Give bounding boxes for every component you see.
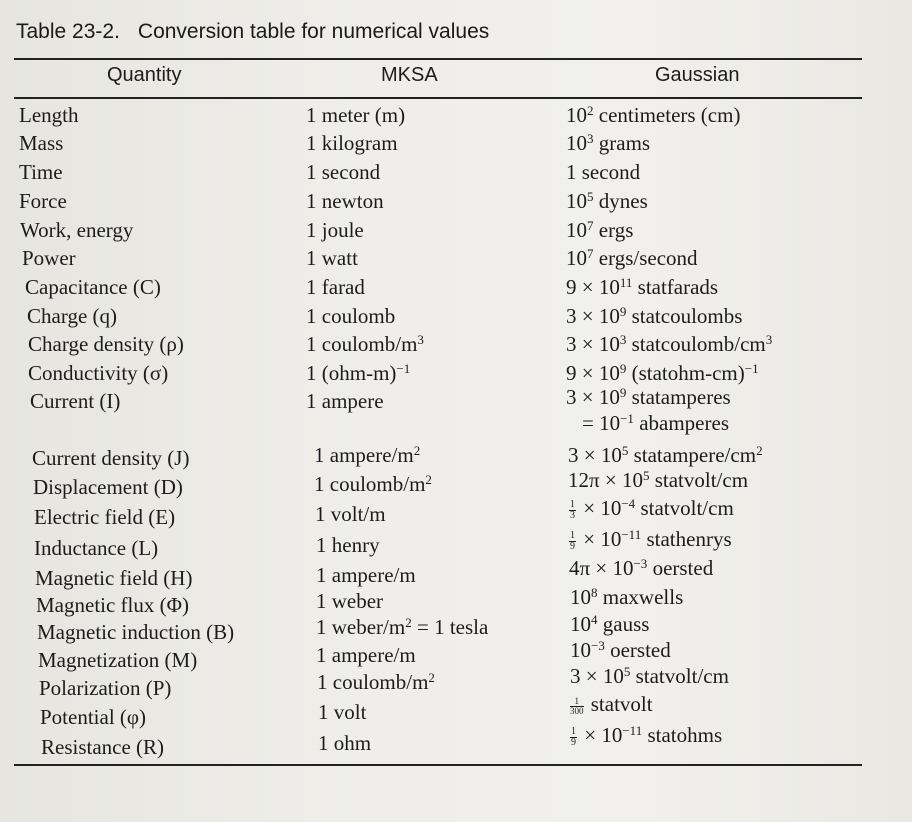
- table-row: [39, 676, 171, 701]
- mksa-cell: 1 coulomb/$m^3$: [306, 331, 424, 356]
- table-row: [40, 705, 146, 730]
- gaussian-cell: $\frac{1}{3}$ × $10^{-4}$ statvolt/cm: [570, 495, 734, 521]
- mksa-cell: 1 weber: [316, 589, 384, 613]
- table-row: [41, 735, 164, 760]
- mksa-cell: 1 watt: [306, 246, 358, 270]
- gaussian-cell-continuation: = $10^{-1}$ abamperes: [582, 410, 729, 435]
- table-row: [27, 304, 117, 329]
- gaussian-cell: $4\pi \times 10^{-3}$ oersted: [569, 555, 714, 580]
- gaussian-cell: $\frac{1}{300}$ statvolt: [570, 692, 653, 716]
- table-row: [19, 189, 67, 214]
- quantity-cell: Time: [19, 160, 63, 184]
- gaussian-cell: $9 \times 10^9$ (statohm-cm)$^{-1}$: [566, 360, 759, 385]
- mksa-cell: 1 farad: [306, 275, 365, 299]
- header-rule: [14, 97, 862, 99]
- table-row: [25, 275, 161, 300]
- quantity-cell: Mass: [19, 131, 64, 155]
- quantity-cell: Force: [19, 189, 67, 213]
- mksa-cell: 1 coulomb: [306, 304, 396, 328]
- gaussian-cell: $10^5$ dynes: [566, 188, 648, 213]
- table-row: [37, 620, 234, 645]
- table-caption: [16, 20, 489, 44]
- mksa-cell: 1 ampere/m: [316, 563, 416, 587]
- table-row: [33, 475, 183, 500]
- quantity-cell: Inductance (L): [34, 536, 159, 560]
- top-rule: [14, 58, 862, 60]
- mksa-cell: 1 joule: [306, 218, 364, 242]
- quantity-cell: Current (I): [30, 389, 121, 413]
- gaussian-cell: $10^{-3}$ oersted: [570, 637, 671, 662]
- mksa-cell: 1 ohm: [318, 731, 372, 755]
- gaussian-cell: $12\pi \times 10^5$ statvolt/cm: [568, 467, 749, 492]
- gaussian-cell: 1 second: [566, 160, 641, 184]
- quantity-cell: Magnetic induction (B): [37, 620, 235, 644]
- mksa-cell: 1 ampere/$m^2$: [314, 442, 421, 467]
- mksa-cell: 1 coulomb/$m^2$: [314, 471, 432, 496]
- table-row: [28, 332, 184, 357]
- mksa-cell: 1 volt/m: [315, 502, 386, 526]
- header-gaussian: Gaussian: [655, 64, 740, 86]
- gaussian-cell: $3 \times 10^9$ statamperes: [566, 384, 731, 409]
- quantity-cell: Displacement (D): [33, 475, 183, 499]
- table-row: [36, 593, 189, 618]
- table-row: [32, 446, 189, 471]
- mksa-cell: 1 volt: [318, 700, 367, 724]
- mksa-cell: 1 $(ohm-m)^{-1}$: [306, 360, 411, 385]
- table-row: [34, 536, 158, 561]
- table-row: [19, 131, 63, 156]
- mksa-cell: 1 coulomb/$m^2$: [317, 669, 435, 694]
- quantity-cell: Power: [22, 246, 76, 270]
- quantity-cell: Length: [19, 103, 79, 127]
- gaussian-cell: $3 \times 10^5$ statampere/$cm^2$: [568, 442, 763, 467]
- table-row: [38, 648, 197, 673]
- table-row: [35, 566, 192, 591]
- quantity-cell: Magnetic field (H): [35, 566, 193, 590]
- gaussian-cell: $10^7$ ergs/second: [566, 245, 698, 270]
- table-row: [30, 389, 120, 414]
- quantity-cell: Polarization (P): [39, 676, 172, 700]
- quantity-cell: Magnetic flux (Φ): [36, 593, 189, 617]
- quantity-cell: Electric field (E): [34, 505, 176, 529]
- quantity-cell: Magnetization (M): [38, 648, 198, 672]
- gaussian-cell: $\frac{1}{9}$ × $10^{-11}$ statohms: [571, 722, 723, 748]
- mksa-cell: 1 newton: [306, 189, 384, 213]
- gaussian-cell: $10^2$ centimeters (cm): [566, 102, 741, 127]
- table-row: [19, 103, 78, 128]
- table-caption-title: Conversion table for numerical values: [137, 20, 490, 43]
- quantity-cell: Charge (q): [27, 304, 117, 328]
- gaussian-cell: $10^4$ gauss: [570, 611, 650, 636]
- mksa-cell: 1 ampere/m: [316, 643, 416, 667]
- table-row: [34, 505, 175, 530]
- quantity-cell: Capacitance (C): [25, 275, 161, 299]
- mksa-cell: 1 meter (m): [306, 103, 406, 127]
- mksa-cell: 1 second: [306, 160, 381, 184]
- table-row: [20, 218, 133, 243]
- table-row: [19, 160, 63, 185]
- mksa-cell: 1 henry: [316, 533, 380, 557]
- quantity-cell: Resistance (R): [41, 735, 165, 759]
- quantity-cell: Charge density (ρ): [28, 332, 184, 356]
- table-row: [28, 361, 168, 386]
- gaussian-cell: $3 \times 10^5$ statvolt/cm: [570, 663, 729, 688]
- quantity-cell: Work, energy: [20, 218, 134, 242]
- gaussian-cell: $9 \times 10^{11}$ statfarads: [566, 274, 719, 299]
- quantity-cell: Potential (φ): [40, 705, 147, 729]
- header-quantity: Quantity: [107, 64, 182, 86]
- gaussian-cell: $10^8$ maxwells: [570, 584, 684, 609]
- quantity-cell: Current density (J): [32, 446, 190, 470]
- quantity-cell: Conductivity (σ): [28, 361, 169, 385]
- gaussian-cell: $\frac{1}{9}$ × $10^{-11}$ stathenrys: [570, 526, 732, 552]
- mksa-cell: 1 ampere: [306, 389, 384, 413]
- mksa-cell: 1 weber/$m^2 = 1$ tesla: [316, 614, 489, 639]
- table-caption-number: Table 23-2.: [16, 20, 120, 43]
- table-row: [22, 246, 76, 271]
- gaussian-cell: $10^3$ grams: [566, 130, 651, 155]
- gaussian-cell: $3 \times 10^9$ statcoulombs: [566, 303, 743, 328]
- mksa-cell: 1 kilogram: [306, 131, 398, 155]
- bottom-rule: [14, 764, 862, 766]
- header-mksa: MKSA: [381, 64, 438, 86]
- gaussian-cell: $10^7$ ergs: [566, 217, 634, 242]
- gaussian-cell: $3 \times 10^3$ statcoulomb/$cm^3$: [566, 331, 773, 356]
